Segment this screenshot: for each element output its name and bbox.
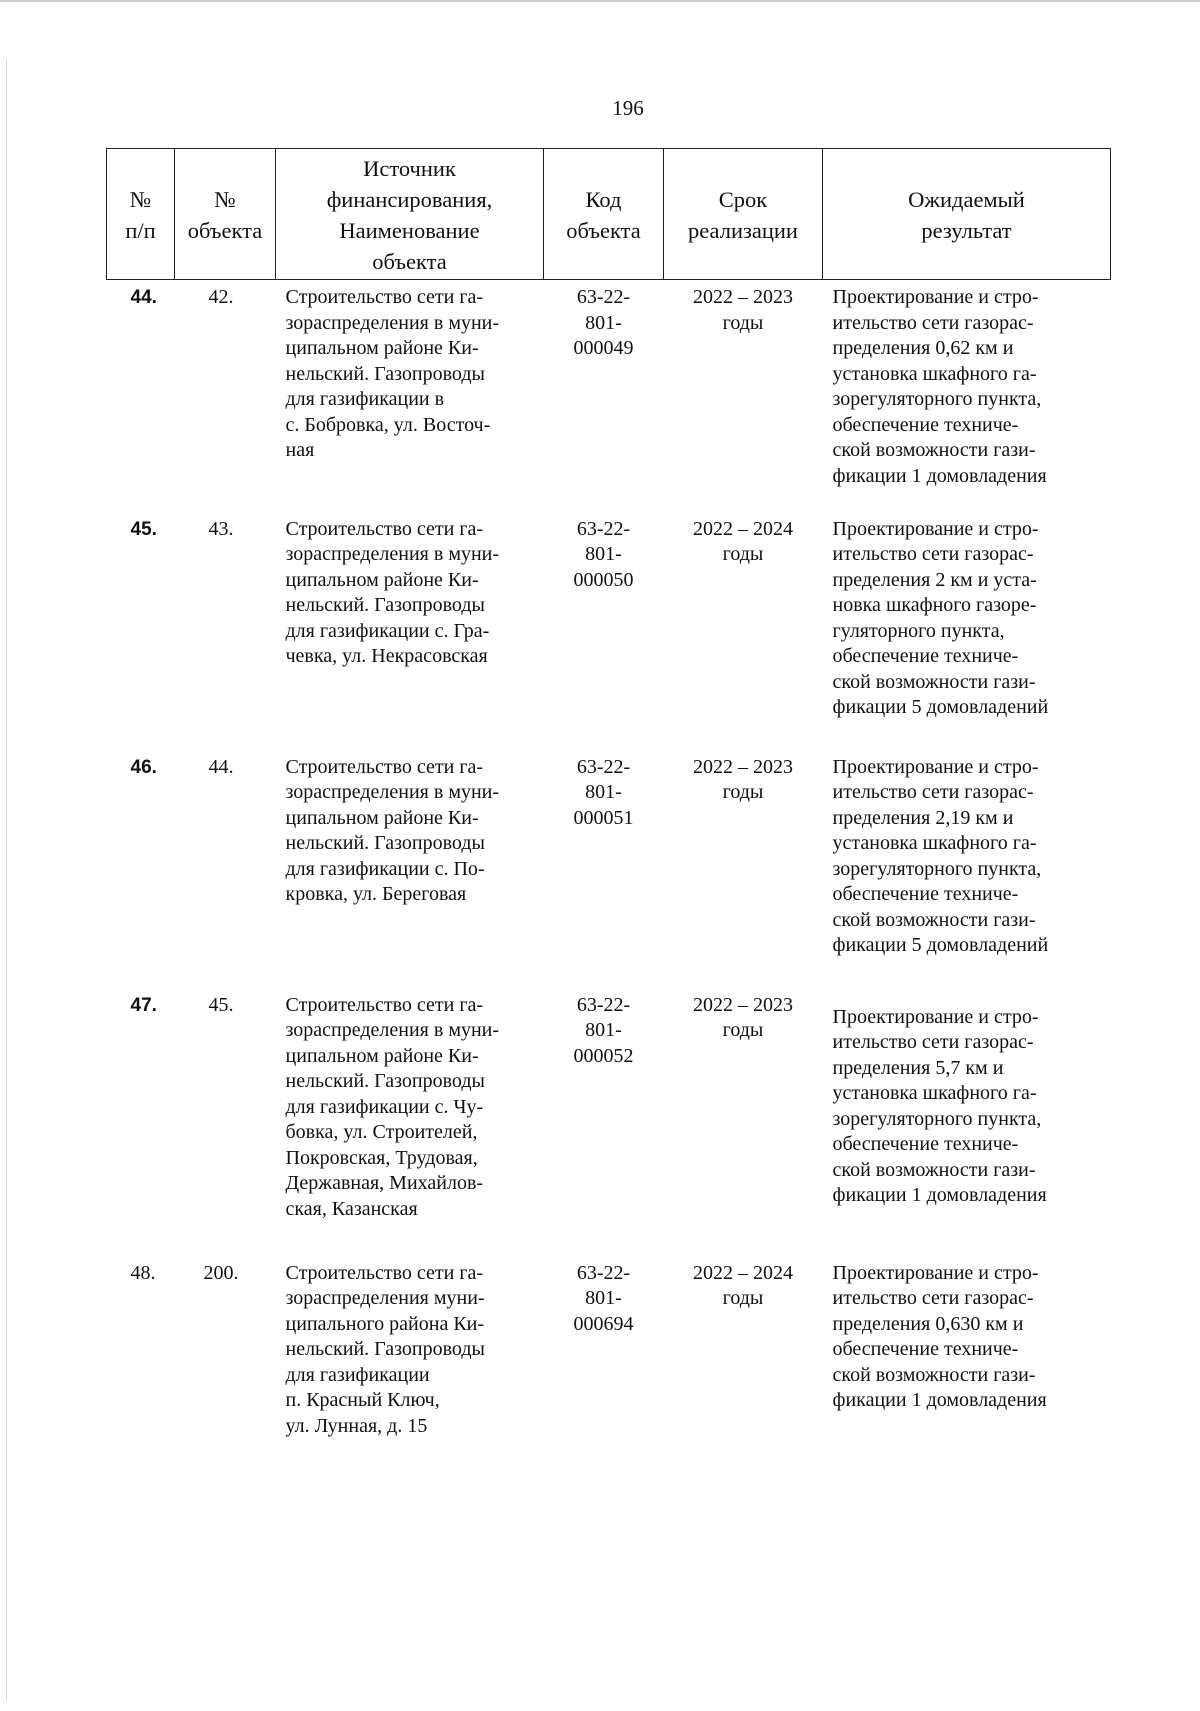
scan-edge-top — [0, 0, 1200, 2]
implementation-term: 2022 – 2023 годы — [693, 755, 793, 803]
funding-source: Строительство сети га- зораспределения в муни- ципальном районе Ки- нельский. Газопроводы для газификации с. По- кровка, ул. Береговая — [285, 755, 500, 905]
row-number: 46. — [130, 756, 157, 778]
table-row — [107, 517, 1111, 755]
implementation-term: 2022 – 2023 годы — [693, 286, 793, 334]
row-number: 44. — [130, 287, 157, 308]
expected-result: Проектирование и стро- ительство сети газорас- пределения 2 км и уста- новка шкафного газоре- гуляторного пункта, обеспечение техниче- ской возможности гази- фикации 5 домовладений — [832, 517, 1049, 718]
header-row-number: № п/п — [107, 149, 175, 280]
table-row — [107, 993, 1111, 1261]
object-number: 44. — [208, 755, 234, 778]
implementation-term: 2022 – 2023 годы — [693, 993, 793, 1041]
row-number: 47. — [130, 994, 157, 1016]
row-number: 45. — [130, 518, 157, 540]
implementation-term: 2022 – 2024 годы — [693, 517, 793, 565]
page-number: 196 — [612, 96, 644, 120]
expected-result: Проектирование и стро- ительство сети газорас- пределения 5,7 км и установка шкафного га- зорегуляторного пункта, обеспечение техниче- ской возможности гази- фикации 1 домовладения — [832, 1005, 1047, 1206]
header-expected-result: Ожидаемый результат — [823, 149, 1111, 280]
header-object-number: № объекта — [175, 149, 276, 280]
expected-result: Проектирование и стро- ительство сети газорас- пределения 0,630 км и обеспечение техниче- ской возможности гази- фикации 1 домовладения — [832, 1261, 1047, 1411]
table-row — [107, 1261, 1111, 1461]
object-number: 43. — [208, 517, 234, 540]
header-funding-source: Источник финансирования, Наименование объекта — [276, 149, 544, 280]
object-code: 63-22- 801- 000051 — [573, 755, 634, 829]
implementation-term: 2022 – 2024 годы — [693, 1261, 793, 1309]
table-row — [107, 280, 1111, 517]
funding-source: Строительство сети га- зораспределения в муни- ципальном районе Ки- нельский. Газопроводы для газификации с. Гра- чевка, ул. Некрасовская — [285, 517, 500, 667]
header-object-code: Код объекта — [544, 149, 664, 280]
object-number: 45. — [208, 993, 234, 1016]
object-code: 63-22- 801- 000052 — [573, 993, 634, 1067]
header-implementation-term: Срок реализации — [664, 149, 823, 280]
object-number: 42. — [208, 286, 234, 308]
funding-source: Строительство сети га- зораспределения в муни- ципальном районе Ки- нельский. Газопроводы для газификации с. Чу- бовка, ул. Строителей, Покровская, Трудовая, Державная, Михайлов- ская, Казанская — [285, 993, 500, 1220]
expected-result: Проектирование и стро- ительство сети газорас- пределения 2,19 км и установка шкафного га- зорегуляторного пункта, обеспечение техниче- ской возможности гази- фикации 5 домовладений — [832, 755, 1049, 956]
expected-result: Проектирование и стро- ительство сети газорас- пределения 0,62 км и установка шкафного га- зорегуляторного пункта, обеспечение техниче- ской возможности гази- фикации 1 домовладения — [832, 286, 1047, 487]
object-code: 63-22- 801- 000049 — [573, 286, 634, 359]
scan-edge-left — [6, 60, 7, 1700]
row-number: 48. — [130, 1261, 156, 1284]
object-code: 63-22- 801- 000694 — [573, 1261, 634, 1335]
object-number: 200. — [203, 1261, 239, 1284]
funding-source: Строительство сети га- зораспределения муни- ципального района Ки- нельский. Газопроводы для газификации п. Красный Ключ, ул. Лунная, д. 15 — [285, 1261, 485, 1437]
funding-source: Строительство сети га- зораспределения в муни- ципальном районе Ки- нельский. Газопроводы для газификации в с. Бобровка, ул. Восточ- ная — [285, 286, 500, 461]
investment-table — [106, 148, 1111, 1461]
table-row — [107, 755, 1111, 993]
object-code: 63-22- 801- 000050 — [573, 517, 634, 591]
table-header-row — [107, 149, 1111, 280]
